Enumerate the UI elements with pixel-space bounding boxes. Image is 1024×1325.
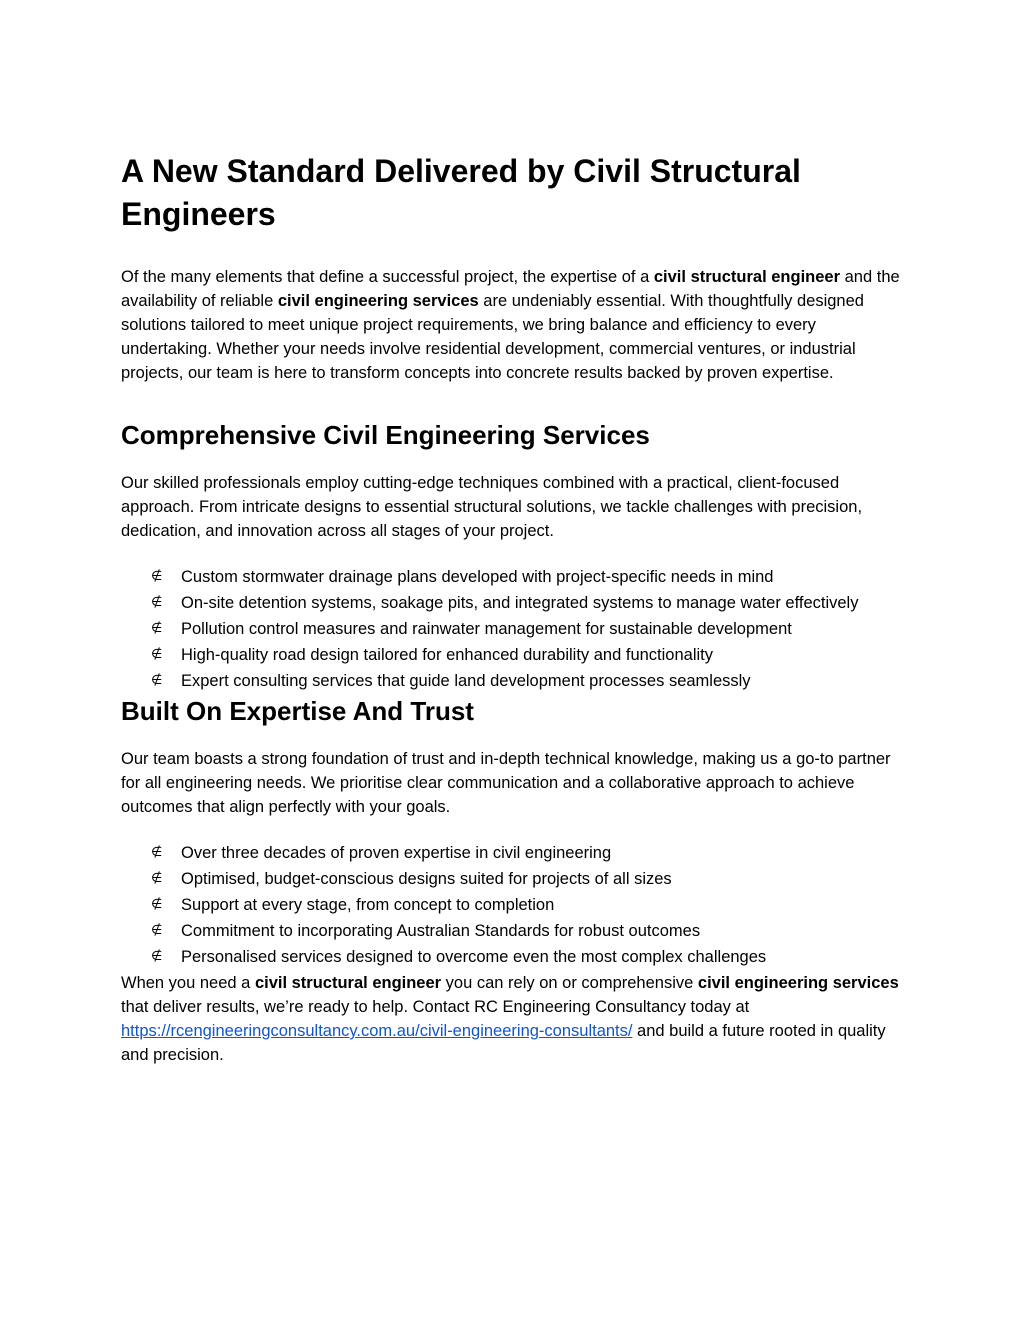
list-item-text: Over three decades of proven expertise in civil engineering <box>181 844 612 862</box>
closing-bold-2: civil engineering services <box>697 974 899 992</box>
section-heading-services: Comprehensive Civil Engineering Services <box>121 420 650 450</box>
list-item <box>151 841 911 865</box>
list-item-text: Expert consulting services that guide land development processes seamlessly <box>181 672 751 690</box>
list-item <box>151 893 911 917</box>
services-list <box>121 565 911 693</box>
list-item-text: Custom stormwater drainage plans developed with project-specific needs in mind <box>181 568 774 586</box>
list-item-text: Support at every stage, from concept to completion <box>181 896 555 914</box>
not-element-of-icon: ∉ <box>151 673 163 688</box>
list-item-text: On-site detention systems, soakage pits, and integrated systems to manage water effectively <box>181 594 859 612</box>
intro-paragraph <box>121 265 911 385</box>
expertise-list <box>121 841 911 969</box>
consultancy-link[interactable]: https://rcengineeringconsultancy.com.au/civil-engineering-consultants/ <box>121 1022 633 1040</box>
intro-text-2: and the availability of reliable <box>121 268 900 310</box>
list-item <box>151 591 911 615</box>
closing-text-1: When you need a <box>121 974 255 992</box>
intro-text-1: Of the many elements that define a successful project, the expertise of a <box>121 268 654 286</box>
list-item <box>151 669 911 693</box>
list-item-text: Personalised services designed to overcome even the most complex challenges <box>181 948 767 966</box>
not-element-of-icon: ∉ <box>151 569 163 584</box>
list-item <box>151 643 911 667</box>
not-element-of-icon: ∉ <box>151 621 163 636</box>
not-element-of-icon: ∉ <box>151 949 163 964</box>
list-item-text: Commitment to incorporating Australian Standards for robust outcomes <box>181 922 701 940</box>
closing-text-4: and build a future rooted in quality and precision. <box>121 1022 886 1064</box>
expertise-paragraph: Our team boasts a strong foundation of trust and in-depth technical knowledge, making us a go-to partner for all engineering needs. We prioritise clear communication and a collaborative approach to achieve outcomes that align perfectly with your goals. <box>121 750 891 816</box>
closing-paragraph <box>121 971 911 1067</box>
list-item-text: High-quality road design tailored for enhanced durability and functionality <box>181 646 713 664</box>
list-item <box>151 919 911 943</box>
list-item-text: Optimised, budget-conscious designs suited for projects of all sizes <box>181 870 672 888</box>
closing-text-3: that deliver results, we’re ready to help. Contact RC Engineering Consultancy today at <box>121 998 750 1016</box>
section-heading-expertise: Built On Expertise And Trust <box>121 696 474 726</box>
closing-bold-1: civil structural engineer <box>254 974 442 992</box>
not-element-of-icon: ∉ <box>151 897 163 912</box>
intro-bold-2: civil engineering services <box>277 292 479 310</box>
not-element-of-icon: ∉ <box>151 595 163 610</box>
services-paragraph: Our skilled professionals employ cutting-edge techniques combined with a practical, client-focused approach. From intricate designs to essential structural solutions, we tackle challenges with precision, dedication, and innovation across all stages of your project. <box>121 474 863 540</box>
closing-text-2: you can rely on or comprehensive <box>441 974 698 992</box>
not-element-of-icon: ∉ <box>151 871 163 886</box>
list-item <box>151 617 911 641</box>
intro-text-3: are undeniably essential. With thoughtfully designed solutions tailored to meet unique project requirements, we bring balance and efficiency to every undertaking. Whether your needs involve residential development, commercial ventures, or industrial projects, our team is here to transform concepts into concrete results backed by proven expertise. <box>121 292 864 382</box>
page-title: A New Standard Delivered by Civil Structural Engineers <box>121 153 801 232</box>
list-item <box>151 867 911 891</box>
document-page <box>121 150 911 1067</box>
list-item <box>151 565 911 589</box>
list-item <box>151 945 911 969</box>
not-element-of-icon: ∉ <box>151 923 163 938</box>
not-element-of-icon: ∉ <box>151 845 163 860</box>
intro-bold-1: civil structural engineer <box>653 268 841 286</box>
not-element-of-icon: ∉ <box>151 647 163 662</box>
list-item-text: Pollution control measures and rainwater management for sustainable development <box>181 620 792 638</box>
